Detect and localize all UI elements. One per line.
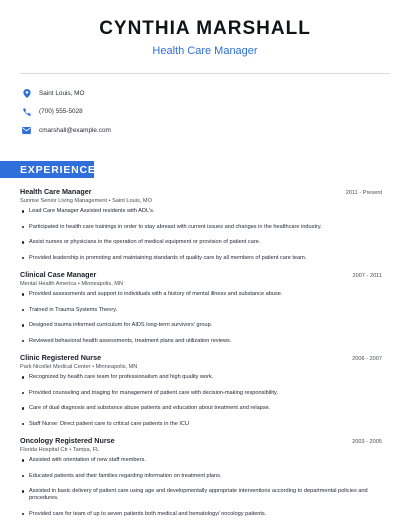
job-title: Health Care Manager <box>20 187 92 196</box>
contact-phone <box>22 103 410 121</box>
list-item: Provided care for team of up to seven patients both medical and hematology/ oncology patients. <box>20 511 382 518</box>
job-bullets <box>20 208 382 262</box>
contact-email <box>22 121 410 139</box>
job-bullets <box>20 291 382 345</box>
job-entry <box>20 187 382 262</box>
job-dates: 2006 - 2007 <box>352 356 382 362</box>
job-employer: Florida Hospital Ctr • Tampa, FL <box>20 447 100 453</box>
experience-list <box>0 178 410 518</box>
list-item: Provided leadership in promoting and maintaining standards of quality care by all members of patient care team. <box>20 255 382 262</box>
location-pin-icon <box>22 89 31 98</box>
contact-info <box>0 74 410 139</box>
candidate-title: Health Care Manager <box>152 45 258 57</box>
list-item: Assisted with orientation of new staff members. <box>20 457 382 464</box>
list-item: Educated patients and their families regarding information on treatment plans. <box>20 473 382 480</box>
candidate-name: CYNTHIA MARSHALL <box>99 18 311 39</box>
list-item: Assist nurses or physicians in the operation of medical equipment or provision of patient care. <box>20 239 382 246</box>
job-entry <box>20 436 382 518</box>
job-entry <box>20 270 382 345</box>
job-dates: 2007 - 2011 <box>352 273 382 279</box>
job-bullets <box>20 374 382 428</box>
list-item: Staff Nurse: Direct patient care to critical care patients in the ICU <box>20 421 382 428</box>
list-item: Provided counseling and triaging for management of patient care with decision-making responsibility. <box>20 390 382 397</box>
job-dates: 2003 - 2005 <box>352 439 382 445</box>
resume-header <box>0 0 410 58</box>
list-item: Assisted in basic delivery of patient care using age and developmentally appropriate interventions according to departmental policies and procedures. <box>20 488 382 502</box>
email-icon <box>22 126 31 135</box>
job-employer: Sunrise Senior Living Management • Saint Louis, MO <box>20 198 152 204</box>
job-employer: Park Nicollet Medical Center • Minneapolis, MN <box>20 364 138 370</box>
job-dates: 2011 - Present <box>345 190 382 196</box>
list-item: Lead Care Manager Assisted residents with ADL's. <box>20 208 382 215</box>
list-item: Trained in Trauma Systems Theory. <box>20 307 382 314</box>
experience-section-header <box>0 161 94 178</box>
list-item: Care of dual diagnosis and substance abuse patients and education about treatment and relapse. <box>20 405 382 412</box>
list-item: Recognized by health care team for professionalism and high quality work. <box>20 374 382 381</box>
email-text: cmarshall@example.com <box>39 126 111 134</box>
job-title: Oncology Registered Nurse <box>20 436 115 445</box>
job-entry <box>20 353 382 428</box>
phone-text: (700) 555-5028 <box>39 108 83 115</box>
section-title: EXPERIENCE <box>20 163 96 176</box>
location-text: Saint Louis, MO <box>39 89 85 97</box>
list-item: Participated in health care trainings in order to stay abreast with current issues and changes in the healthcare industry. <box>20 224 382 231</box>
list-item: Reviewed behavioral health assessments, treatment plans and utilization reviews. <box>20 338 382 345</box>
job-employer: Mental Health America • Minneapolis, MN <box>20 281 123 287</box>
job-title: Clinical Case Manager <box>20 270 97 279</box>
job-title: Clinic Registered Nurse <box>20 353 102 362</box>
contact-location <box>22 84 410 102</box>
job-bullets <box>20 457 382 518</box>
phone-icon <box>22 107 31 116</box>
list-item: Designed trauma informed curriculum for AIDS long-term survivors' group. <box>20 322 382 329</box>
list-item: Provided assessments and support to individuals with a history of mental illness and substance abuse. <box>20 291 382 298</box>
